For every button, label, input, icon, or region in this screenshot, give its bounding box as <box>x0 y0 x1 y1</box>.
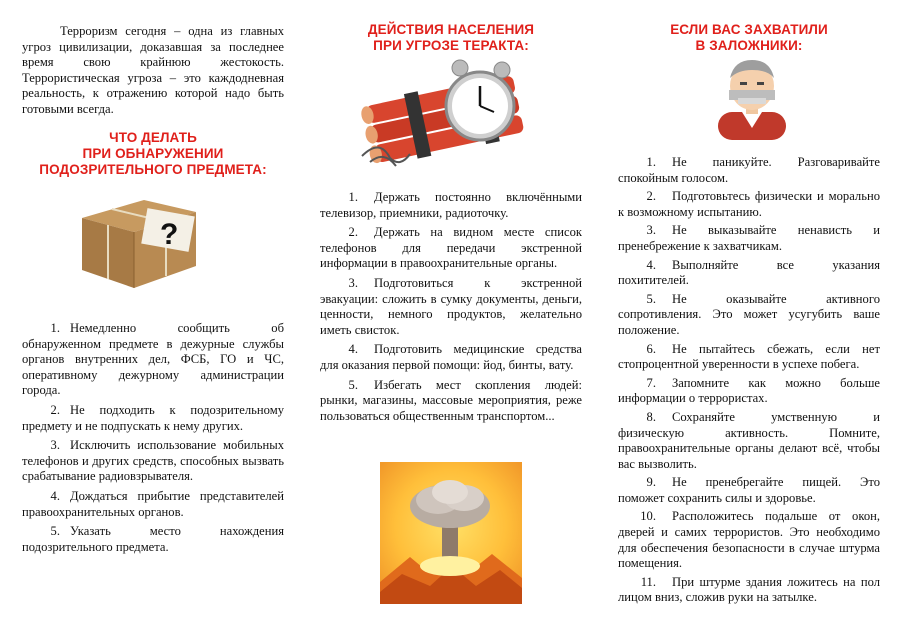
list-item <box>618 475 880 506</box>
item-text: Избегать мест скопления людей: рынки, магазины, массовые мероприятия, реже пользоваться общественным транспортом... <box>320 377 582 423</box>
parcel-question-icon <box>74 188 204 292</box>
heading-line: ПРИ ОБНАРУЖЕНИИ <box>82 146 224 161</box>
hostage-list <box>618 155 880 606</box>
item-text: Не пытайтесь сбежать, если нет стопроцентной уверенности в успехе побега. <box>618 341 880 372</box>
item-number: 5. <box>646 291 656 306</box>
list-item <box>22 403 284 434</box>
list-item <box>320 378 582 425</box>
list-item <box>618 223 880 254</box>
item-text: Подготовить медицинские средства для оказания первой помощи: йод, бинты, вату. <box>320 342 582 372</box>
list-item <box>22 489 284 520</box>
item-number: 2. <box>646 189 656 204</box>
item-number: 2. <box>348 225 358 240</box>
list-item <box>618 410 880 472</box>
item-number: 2. <box>50 402 60 417</box>
intro-text: Терроризм сегодня – одна из главных угроз цивилизации, доказавшая за последнее время свою крайнюю жестокость. Террористическая угроза – это каждодневная реальность, к отражению которой надо быть готовыми всегда. <box>22 24 284 116</box>
terror-threat-list <box>320 190 582 428</box>
list-item <box>618 376 880 407</box>
svg-text:?: ? <box>160 218 179 251</box>
explosion-icon <box>380 462 522 604</box>
item-number: 3. <box>50 438 60 453</box>
list-item <box>22 524 284 555</box>
heading-line: ЕСЛИ ВАС ЗАХВАТИЛИ <box>670 22 828 37</box>
item-number: 10. <box>640 509 656 524</box>
list-item <box>618 189 880 220</box>
heading-line: ДЕЙСТВИЯ НАСЕЛЕНИЯ <box>367 22 535 37</box>
list-item <box>618 575 880 606</box>
item-text: Не паникуйте. Разговаривайте спокойным голосом. <box>618 155 880 185</box>
heading-suspicious-object <box>22 130 284 178</box>
heading-terror-threat <box>320 22 582 54</box>
list-item <box>22 438 284 485</box>
list-item <box>618 342 880 373</box>
item-text: Подготовьтесь физически и морально к возможному испытанию. <box>618 189 880 219</box>
item-text: Сохраняйте умственную и физическую активность. Помните, правоохранительные органы делают всё, чтобы вас вызволить. <box>618 409 880 471</box>
item-number: 11. <box>640 574 656 589</box>
item-text: Указать место нахождения подозрительного предмета. <box>22 524 284 554</box>
item-text: Не пренебрегайте пищей. Это поможет сохранить силы и здоровье. <box>618 475 880 505</box>
item-text: При штурме здания ложитесь на пол лицом вниз, сложив руки на затылке. <box>618 574 880 605</box>
dynamite-clock-icon <box>350 58 560 170</box>
list-item <box>22 321 284 399</box>
item-number: 5. <box>348 377 358 392</box>
item-text: Исключить использование мобильных телефонов и других средств, способных вызвать срабатывание радиовзрывателя. <box>22 438 284 484</box>
heading-line: ПРИ УГРОЗЕ ТЕРАКТА: <box>373 38 529 53</box>
item-number: 3. <box>348 275 358 290</box>
list-item <box>618 292 880 339</box>
heading-line: ЧТО ДЕЛАТЬ <box>109 130 197 145</box>
list-item <box>320 342 582 373</box>
list-item <box>618 155 880 186</box>
item-number: 1. <box>50 321 60 335</box>
item-text: Расположитесь подальше от окон, дверей и самих террористов. Это необходимо для обеспечения безопасности в случае штурма помещения. <box>618 509 880 571</box>
item-text: Дождаться прибытие представителей правоохранительных органов. <box>22 488 284 519</box>
list-item <box>320 190 582 221</box>
item-number: 1. <box>646 155 656 169</box>
item-number: 7. <box>646 375 656 390</box>
suspicious-object-list <box>22 321 284 559</box>
item-text: Держать постоянно включёнными телевизор, приемники, радиоточку. <box>320 190 582 220</box>
item-text: Запомните как можно больше информации о террористах. <box>618 375 880 406</box>
item-text: Выполняйте все указания похитителей. <box>618 257 880 288</box>
list-item <box>320 276 582 338</box>
heading-line: ПОДОЗРИТЕЛЬНОГО ПРЕДМЕТА: <box>39 162 267 177</box>
item-text: Не подходить к подозрительному предмету и не подпускать к нему других. <box>22 402 284 433</box>
heading-line: В ЗАЛОЖНИКИ: <box>695 38 803 53</box>
item-number: 3. <box>646 223 656 238</box>
list-item <box>618 509 880 571</box>
item-text: Не выказывайте ненависть и пренебрежение к захватчикам. <box>618 223 880 253</box>
item-number: 6. <box>646 341 656 356</box>
item-number: 5. <box>50 524 60 539</box>
item-text: Не оказывайте активного сопротивления. Это может усугубить ваше положение. <box>618 291 880 337</box>
item-number: 4. <box>50 488 60 503</box>
item-text: Немедленно сообщить об обнаруженном предмете в дежурные службы органов внутренних дел, ФСБ, ГО и ЧС, оперативному дежурному администрации города. <box>22 321 284 398</box>
item-number: 4. <box>348 342 358 357</box>
item-number: 8. <box>646 409 656 424</box>
heading-hostage <box>618 22 880 54</box>
item-number: 1. <box>348 190 358 204</box>
item-number: 4. <box>646 257 656 272</box>
list-item <box>618 258 880 289</box>
item-text: Держать на видном месте список телефонов для передачи экстренной информации в правоохранительные органы. <box>320 225 582 271</box>
gagged-hostage-icon <box>712 56 792 140</box>
item-text: Подготовиться к экстренной эвакуации: сложить в сумку документы, деньги, ценности, немного продуктов, желательно иметь свисток. <box>320 275 582 337</box>
list-item <box>320 225 582 272</box>
item-number: 9. <box>646 475 656 490</box>
